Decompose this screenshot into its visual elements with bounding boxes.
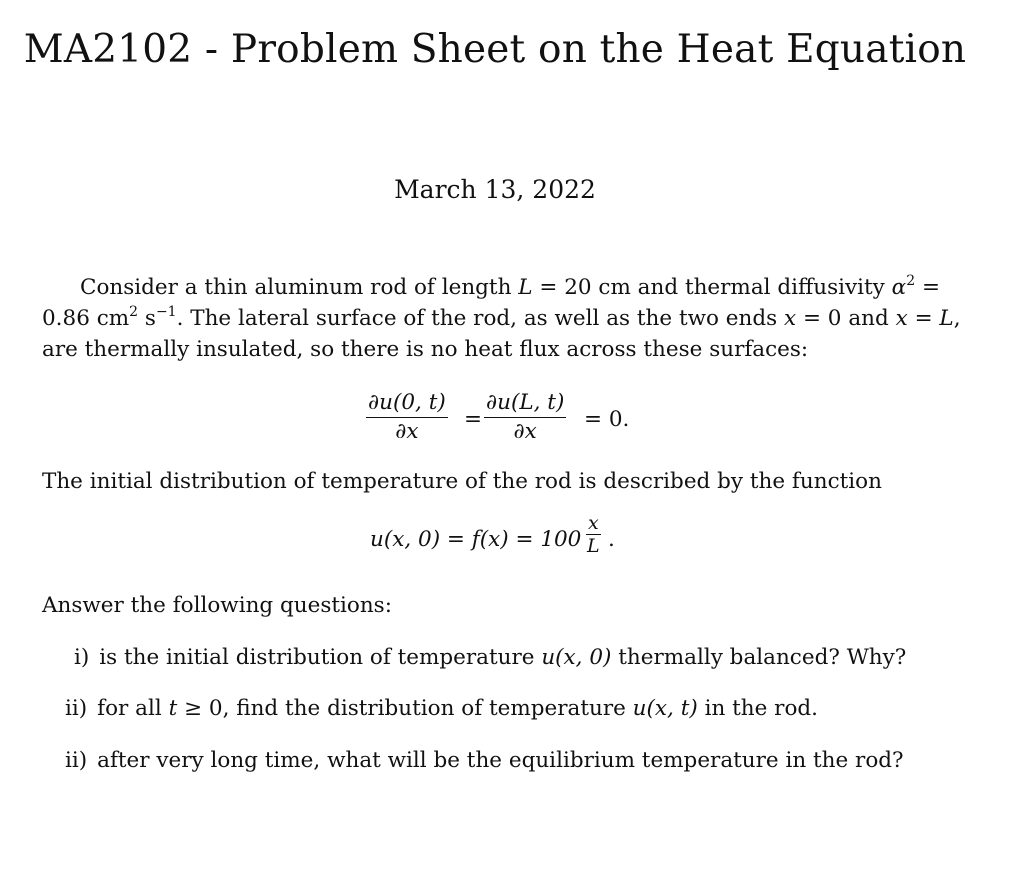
document-date: March 13, 2022 — [394, 175, 596, 204]
fraction-denominator: ∂x — [395, 419, 419, 444]
fraction-du0-dx — [366, 389, 448, 446]
paragraph-line-3: are thermally insulated, so there is no heat flux across these surfaces: — [42, 337, 809, 362]
superscript: 2 — [906, 273, 916, 289]
fraction-duL-dx — [484, 389, 566, 446]
text: for all — [97, 696, 169, 721]
fraction-denominator: L — [587, 535, 600, 557]
fraction-numerator: ∂u(L, t) — [484, 389, 566, 418]
text: Consider a thin aluminum rod of length — [80, 275, 519, 300]
equation-tail: = 0. — [584, 407, 630, 432]
math-u: u(x, 0) — [541, 645, 612, 670]
math-L: L — [518, 275, 533, 300]
fraction-numerator: x — [588, 512, 599, 534]
text: , — [953, 306, 961, 331]
fraction-x-over-L — [586, 512, 601, 557]
math-L: L — [939, 306, 954, 331]
text: ≥ 0, find the distribution of temperature — [177, 696, 633, 721]
text: in the rod. — [697, 696, 818, 721]
question-label: ii) — [65, 748, 88, 773]
text: = 0 and — [796, 306, 896, 331]
paragraph-2: The initial distribution of temperature of the rod is described by the function — [42, 469, 882, 494]
text: = — [907, 306, 940, 331]
equation-tail: . — [608, 527, 615, 552]
initial-eq-lhs: u(x, 0) = f(x) = 100 — [370, 527, 582, 552]
question-2 — [65, 693, 818, 725]
text: . The lateral surface of the rod, as well as the two ends — [176, 306, 784, 331]
text: s — [138, 306, 156, 331]
superscript: −1 — [155, 304, 177, 320]
math-x: x — [783, 306, 797, 331]
questions-prompt: Answer the following questions: — [42, 593, 392, 618]
text: after very long time, what will be the equilibrium temperature in the rod? — [97, 748, 904, 773]
question-1 — [74, 642, 906, 674]
page-title: MA2102 - Problem Sheet on the Heat Equation — [23, 27, 967, 72]
paragraph-line-1 — [80, 272, 940, 304]
text: thermally balanced? Why? — [611, 645, 907, 670]
math-u: u(x, t) — [632, 696, 698, 721]
superscript: 2 — [129, 304, 139, 320]
question-label: ii) — [65, 696, 88, 721]
equals-sign: = — [464, 407, 483, 432]
paragraph-line-2 — [42, 303, 961, 335]
question-label: i) — [74, 645, 90, 670]
fraction-denominator: ∂x — [513, 419, 537, 444]
text: = 20 cm and thermal diffusivity — [532, 275, 892, 300]
fraction-numerator: ∂u(0, t) — [366, 389, 448, 418]
text: 0.86 cm — [42, 306, 130, 331]
math-alpha: α — [891, 275, 907, 300]
question-3 — [65, 745, 904, 777]
text: is the initial distribution of temperature — [99, 645, 542, 670]
math-x: x — [895, 306, 908, 331]
math-t: t — [168, 696, 178, 721]
text: = — [915, 275, 940, 300]
